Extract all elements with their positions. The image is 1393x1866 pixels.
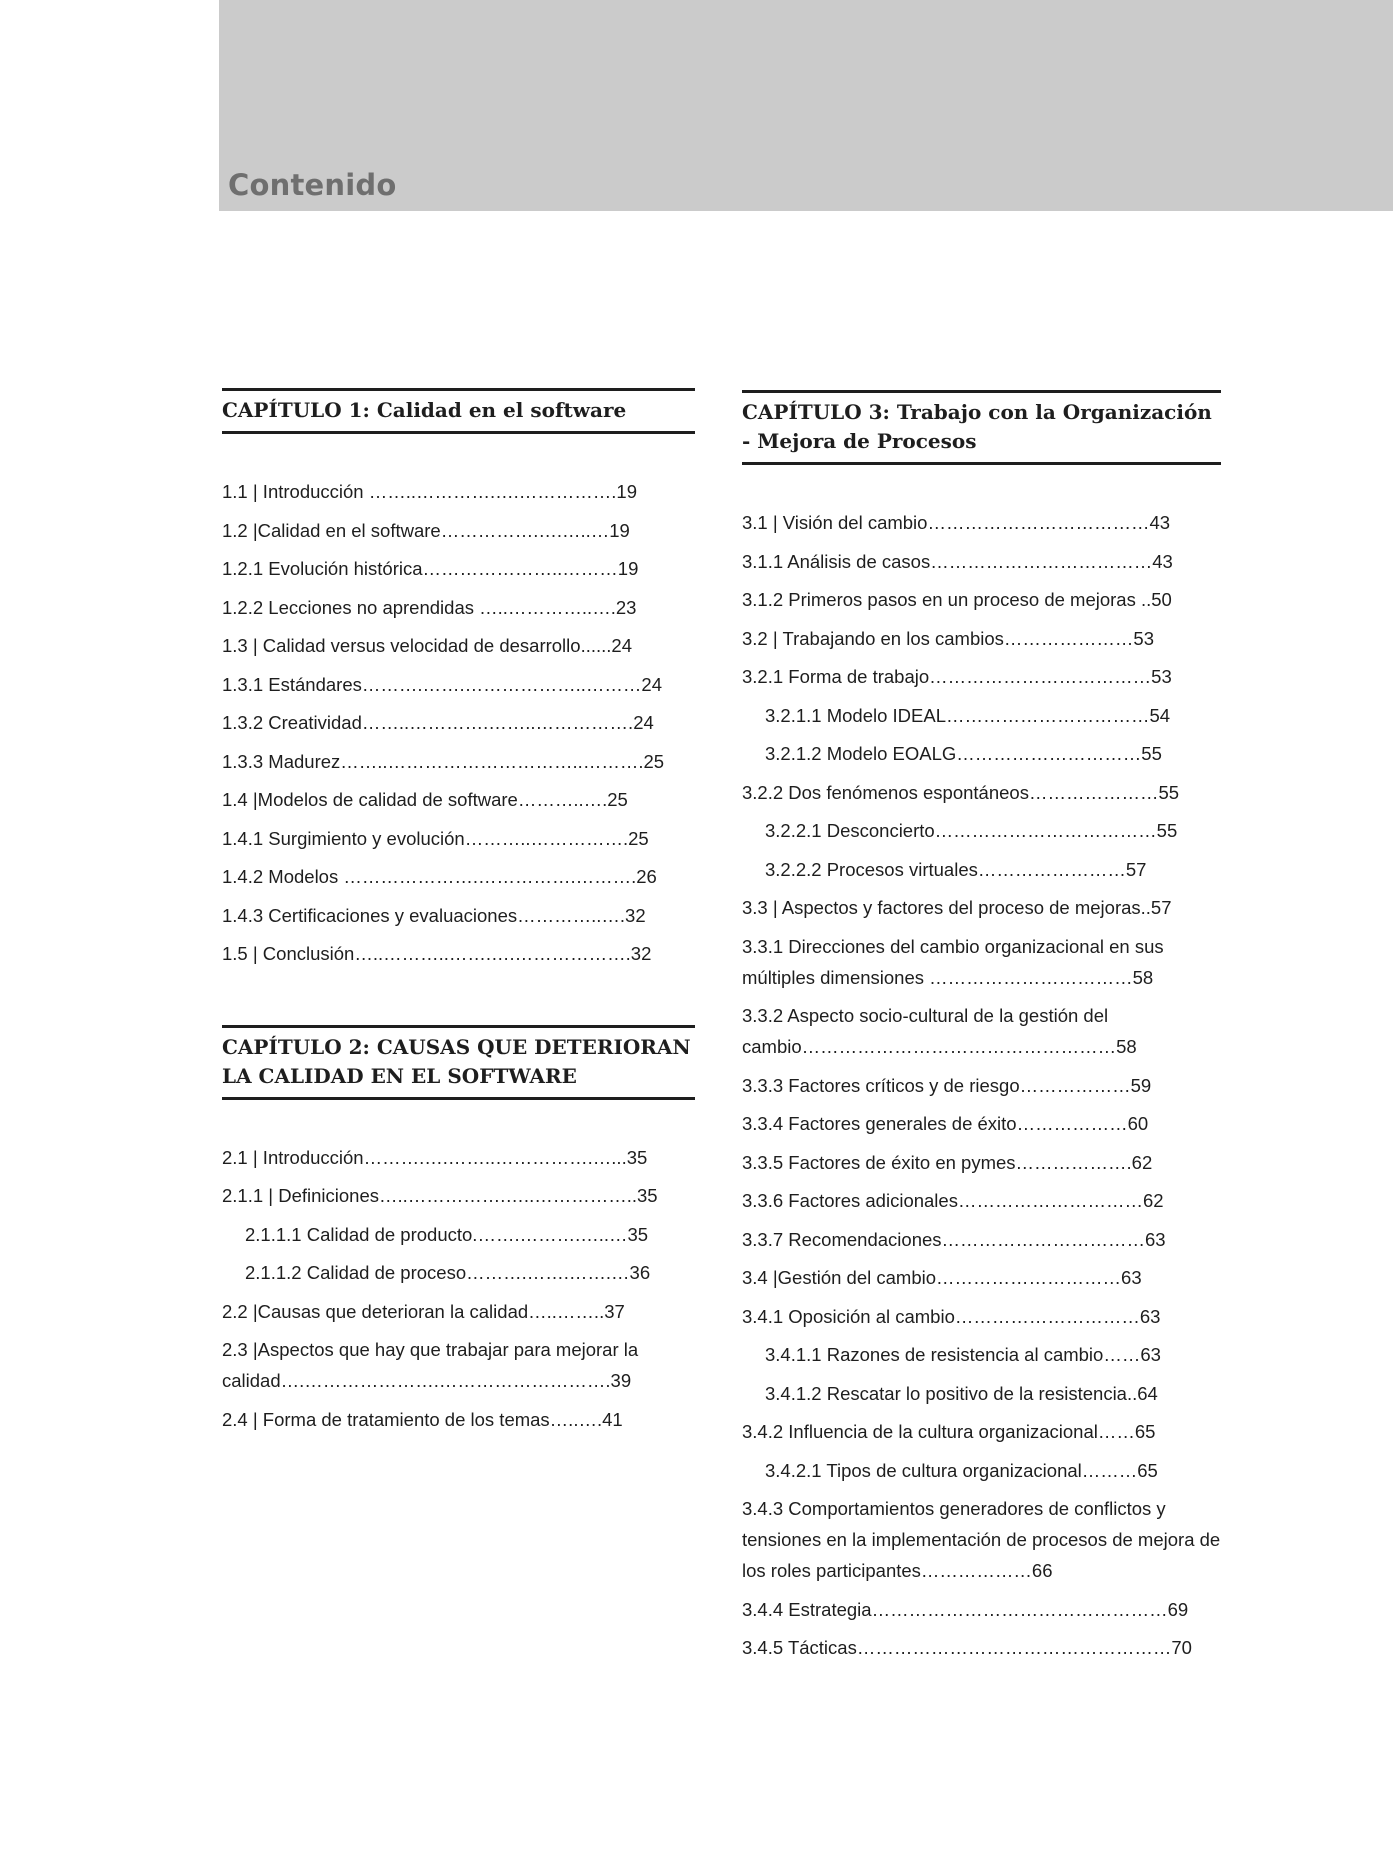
toc-entry: 3.3.3 Factores críticos y de riesgo………………59: [742, 1074, 1152, 1096]
toc-entry: 3.4.2.1 Tipos de cultura organizacional………65: [765, 1459, 1158, 1481]
toc-entry: 3.2.2 Dos fenómenos espontáneos…………………55: [742, 781, 1180, 803]
toc-entry: 1.4 |Modelos de calidad de software………..….25: [222, 789, 628, 810]
toc-entry: 3.4.1.2 Rescatar lo positivo de la resistencia..64: [765, 1382, 1158, 1404]
chapter-heading: CAPÍTULO 2: CAUSAS QUE DETERIORAN LA CALIDAD EN EL SOFTWARE: [222, 1025, 695, 1100]
toc-entry: 3.1.2 Primeros pasos en un proceso de mejoras ..50: [742, 589, 1172, 610]
toc-entry: 3.4.3 Comportamientos generadores de conflictos y tensiones en la implementación de procesos de mejora de los roles participantes………………66: [742, 1498, 1221, 1581]
chapter-1-entries: [222, 476, 695, 977]
chapter-3-entries: [742, 507, 1221, 1671]
toc-entry: 2.1.1.1 Calidad de producto.…….……….…..…35: [245, 1223, 649, 1245]
page-title: Contenido: [228, 168, 397, 202]
toc-entry: 3.4.1.1 Razones de resistencia al cambio……63: [765, 1344, 1161, 1365]
toc-entry: 1.4.3 Certificaciones y evaluaciones…………..….32: [222, 904, 646, 926]
toc-entry: 3.2.1 Forma de trabajo………………………………53: [742, 666, 1172, 687]
toc-entry: 3.4.2 Influencia de la cultura organizacional……65: [742, 1421, 1156, 1442]
toc-entry: 3.2.2.1 Desconcierto………………………………55: [765, 820, 1178, 841]
toc-entry: 3.4 |Gestión del cambio…………………………63: [742, 1267, 1142, 1288]
toc-entry: 2.1.1 | Definiciones…..…………….…..……………..35: [222, 1185, 658, 1206]
toc-entry: 2.4 | Forma de tratamiento de los temas…..….41: [222, 1408, 623, 1430]
toc-entry: 3.3 | Aspectos y factores del proceso de mejoras..57: [742, 897, 1172, 918]
toc-entry: 1.3.3 Madurez……..…………………………..……….25: [222, 750, 665, 772]
toc-entry: 1.2.1 Evolución histórica…………………..………19: [222, 558, 639, 579]
toc-entry: 2.2 |Causas que deterioran la calidad…..……..37: [222, 1300, 625, 1322]
toc-entry: 2.1.1.2 Calidad de proceso……….…….…….…36: [245, 1262, 651, 1283]
toc-entry: 3.3.4 Factores generales de éxito………………60: [742, 1113, 1149, 1134]
toc-entry: 3.2.1.2 Modelo EOALG…………………………55: [765, 743, 1162, 764]
chapter-2-entries: [222, 1142, 695, 1443]
toc-entry: 1.4.2 Modelos ………………….…………….……….26: [222, 866, 657, 887]
toc-entry: 1.2 |Calidad en el software…………….….…..…19: [222, 519, 630, 541]
toc-entry: 3.3.2 Aspecto socio-cultural de la gestión del cambio……………………………………………58: [742, 1005, 1137, 1057]
toc-entry: 2.3 |Aspectos que hay que trabajar para mejorar la calidad….………………….……………………….39: [222, 1339, 639, 1391]
toc-entry: 3.3.7 Recomendaciones……………………………63: [742, 1228, 1166, 1250]
toc-entry: 2.1 | Introducción……….….……..…………….…...35: [222, 1146, 648, 1168]
toc-entry: 3.4.4 Estrategia…………………………………………69: [742, 1598, 1189, 1620]
chapter-1: [222, 388, 695, 977]
toc-entry: 3.2.2.2 Procesos virtuales……………………57: [765, 858, 1147, 880]
toc-entry: 3.2 | Trabajando en los cambios…………………53: [742, 627, 1154, 649]
toc-entry: 3.1.1 Análisis de casos………………………………43: [742, 550, 1173, 572]
right-column: [742, 390, 1221, 1671]
toc-entry: 1.3.2 Creatividad……..………….……..…………….24: [222, 712, 654, 733]
toc-entry: 3.4.1 Oposición al cambio…………………………63: [742, 1305, 1161, 1327]
toc-entry: 1.3.1 Estándares……….…….………………..………24: [222, 673, 663, 695]
toc-entry: 1.5 | Conclusión…..………..…….….……………….32: [222, 943, 652, 964]
toc-entry: 3.1 | Visión del cambio………………………………43: [742, 512, 1171, 533]
chapter-3: [742, 390, 1221, 1671]
chapter-heading: CAPÍTULO 3: Trabajo con la Organización - Mejora de Procesos: [742, 390, 1221, 465]
toc-entry: 1.3 | Calidad versus velocidad de desarrollo......24: [222, 635, 632, 656]
chapter-2: [222, 1025, 695, 1443]
chapter-heading: CAPÍTULO 1: Calidad en el software: [222, 388, 695, 434]
toc-entry: 1.2.2 Lecciones no aprendidas …..…………..….23: [222, 596, 637, 618]
toc-entry: 3.4.5 Tácticas……………………………………………70: [742, 1637, 1192, 1658]
toc-entry: 1.1 | Introducción ……..………….….…………….19: [222, 481, 638, 502]
toc-entry: 3.3.6 Factores adicionales…………………………62: [742, 1190, 1164, 1211]
toc-entry: 3.3.1 Direcciones del cambio organizacional en sus múltiples dimensiones ……………………………58: [742, 935, 1164, 988]
toc-entry: 3.3.5 Factores de éxito en pymes……………….62: [742, 1151, 1153, 1173]
left-column: [222, 388, 695, 1442]
toc-entry: 3.2.1.1 Modelo IDEAL……………………………54: [765, 704, 1171, 726]
toc-entry: 1.4.1 Surgimiento y evolución………..…………….25: [222, 827, 649, 849]
